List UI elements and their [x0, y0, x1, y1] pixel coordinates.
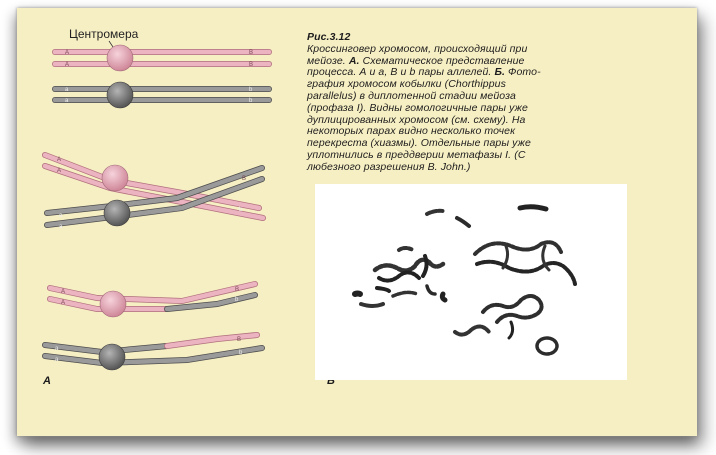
allele-label: b [249, 98, 253, 104]
chromosome-micrograph [315, 184, 627, 380]
centromere [107, 82, 133, 108]
caption-text: (профаза I). Видны гомологичные пары уже [307, 101, 528, 114]
allele-label: A [61, 289, 66, 295]
centromere [104, 200, 130, 226]
caption-text: некоторых парах видно несколько точек [307, 125, 516, 138]
caption-text: А. [348, 54, 360, 67]
caption-text: процесса. А и а, В и b пары аллелей. [307, 66, 495, 79]
figure-caption [307, 32, 652, 174]
chromosome-pair-3 [45, 284, 262, 370]
chromosome-pair-2 [45, 155, 263, 230]
caption-text: Схематическое представление [359, 54, 525, 67]
allele-label: A [65, 62, 70, 68]
allele-label: a [65, 98, 69, 104]
caption-text: Б. [494, 66, 505, 79]
centromere-label: Центромера [69, 27, 139, 41]
allele-label: b [235, 297, 239, 303]
panel-label-b: Б [327, 375, 335, 387]
chromosome-pair-1 [55, 45, 269, 108]
caption-text: дуплицированных хромосом (см. схему). На [307, 113, 526, 126]
caption-text: мейозе. [307, 54, 349, 67]
allele-label: A [57, 157, 62, 163]
allele-label: A [65, 50, 70, 56]
allele-label: b [249, 87, 253, 93]
allele-label: A [57, 168, 62, 174]
caption-text: перекреста (хиазмы). Отдельные пары уже [307, 137, 531, 150]
allele-label: a [59, 213, 63, 219]
allele-label: a [55, 346, 59, 352]
caption-text: parallelus) в диплотенной стадии мейоза [307, 89, 516, 102]
allele-label: b [239, 207, 243, 213]
caption-line [307, 162, 652, 174]
figure-number: Рис.3.12 [307, 31, 351, 43]
figure-card [17, 8, 697, 436]
allele-label: a [65, 87, 69, 93]
allele-label: a [55, 357, 59, 363]
caption-text: Кроссинговер хромосом, происходящий при [307, 42, 528, 55]
panel-label-a: А [43, 375, 51, 387]
centromere [99, 344, 125, 370]
allele-label: B [237, 337, 242, 343]
allele-label: A [61, 300, 66, 306]
centromere [107, 45, 133, 71]
allele-label: B [249, 50, 254, 56]
allele-label: b [239, 350, 243, 356]
centromere [102, 165, 128, 191]
caption-body [307, 44, 652, 174]
allele-label: B [235, 287, 240, 293]
caption-text: уплотнились в преддверии метафазы I. (С [307, 148, 526, 161]
allele-label: B [242, 176, 247, 182]
caption-text: графия хромосом кобылки (Chorthippus [307, 78, 506, 91]
crossing-over-diagram [17, 8, 317, 436]
caption-text: любезного разрешения B. John.) [307, 160, 471, 173]
centromere [100, 291, 126, 317]
allele-label: B [249, 62, 254, 68]
caption-text: Фото- [505, 66, 541, 79]
allele-label: a [59, 224, 63, 230]
